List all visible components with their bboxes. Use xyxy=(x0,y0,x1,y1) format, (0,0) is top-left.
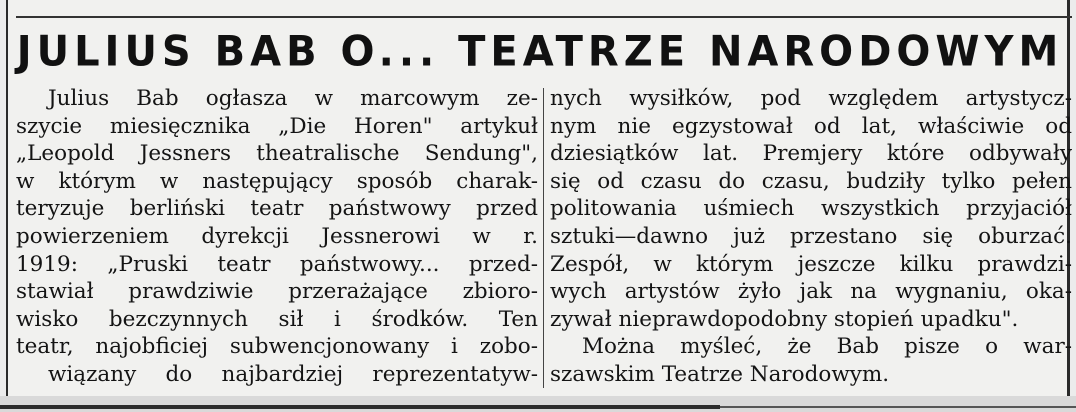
bottom-rule xyxy=(0,405,720,409)
right-line-2: nym nie egzystował od lat, właściwie od xyxy=(550,113,1072,139)
left-line-4: w którym w następujący sposób charak- xyxy=(16,168,538,194)
left-line-8: stawiał prawdziwie przerażające zbioro- xyxy=(16,279,538,305)
left-line-7: 1919: „Pruski teatr państwowy... przed- xyxy=(16,251,538,277)
left-line-1: Julius Bab ogłasza w marcowym ze- xyxy=(48,86,538,111)
bottom-rule-secondary xyxy=(720,406,1076,408)
right-line-4: się od czasu do czasu, budziły tylko pełen xyxy=(550,168,1072,194)
left-column xyxy=(16,85,538,389)
right-line-5: politowania uśmiech wszystkich przyjaciół xyxy=(550,196,1072,222)
right-line-9: zywał nieprawdopodobny stopień upadku". xyxy=(550,306,1019,332)
right-line-3: dziesiątków lat. Premjery które odbywały xyxy=(550,141,1072,167)
right-line-1: nych wysiłków, pod względem artystycz- xyxy=(550,86,1072,111)
newspaper-clipping xyxy=(6,0,1070,396)
right-line-10: Można myśleć, że Bab pisze o war- xyxy=(582,334,1072,360)
right-line-7: Zespół, w którym jeszcze kilku prawdzi- xyxy=(550,251,1072,277)
article-headline: JULIUS BAB O... TEATRZE NARODOWYM xyxy=(16,27,1064,77)
page-bottom-band xyxy=(0,396,1076,412)
left-line-9: wisko bezczynnych sił i środków. Ten xyxy=(16,306,538,332)
right-line-8: wych artystów żyło jak na wygnaniu, oka- xyxy=(550,279,1072,305)
left-line-5: teryzuje berliński teatr państwowy przed xyxy=(16,196,538,222)
left-line-2: szycie miesięcznika „Die Horen" artykuł xyxy=(16,113,538,139)
column-divider xyxy=(543,88,544,388)
left-line-3: „Leopold Jessners theatralische Sendung", xyxy=(16,141,538,167)
left-line-11: wiązany do najbardziej reprezentatyw- xyxy=(48,361,538,387)
left-line-6: powierzeniem dyrekcji Jessnerowi w r. xyxy=(16,223,538,249)
right-column xyxy=(550,85,1072,389)
top-rule xyxy=(16,16,1072,18)
right-line-6: sztuki—dawno już przestano się oburzać. xyxy=(550,223,1072,249)
right-line-11: szawskim Teatrze Narodowym. xyxy=(550,361,890,387)
left-line-10: teatr, najobficiej subwencjonowany i zobo- xyxy=(16,334,538,360)
